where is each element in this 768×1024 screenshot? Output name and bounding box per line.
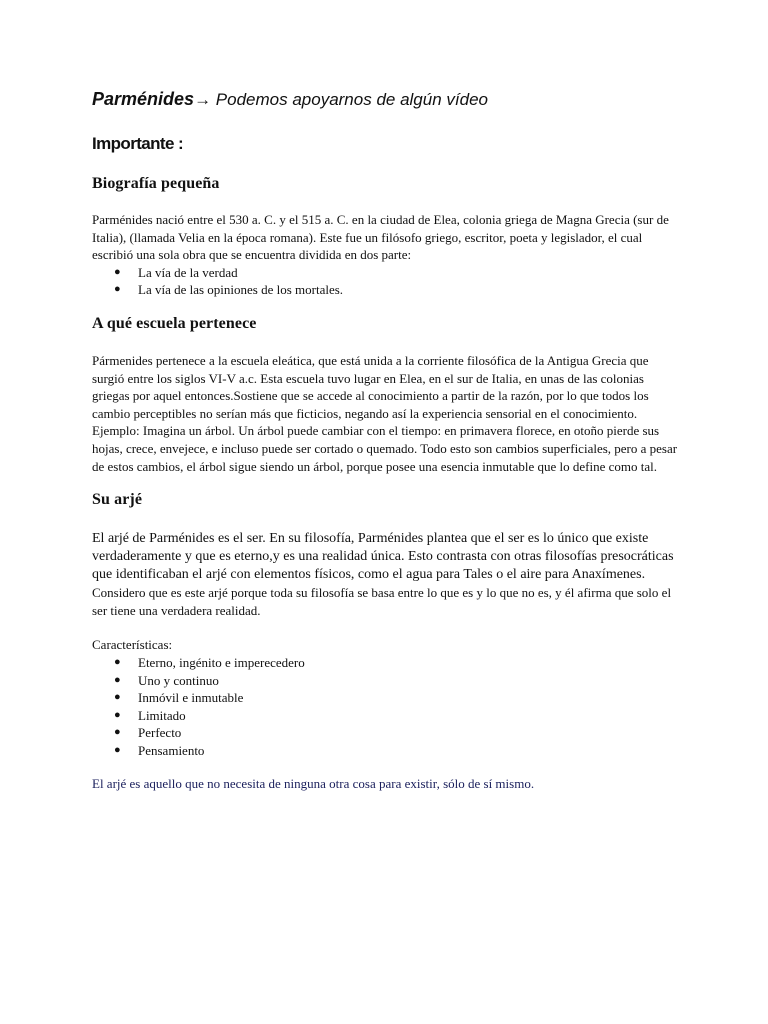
bullet-icon: ● <box>114 265 121 278</box>
arje-heading: Su arjé <box>92 491 143 509</box>
list-item <box>92 689 682 707</box>
important-label: Importante : <box>92 134 184 153</box>
list-item <box>92 672 682 690</box>
list-item-text: Eterno, ingénito e imperecedero <box>138 654 305 670</box>
arje-final-paragraph: El arjé es aquello que no necesita de ninguna otra cosa para existir, sólo de sí mismo. <box>92 776 535 792</box>
list-item <box>92 654 682 672</box>
biografia-list <box>92 264 682 299</box>
document-page <box>92 84 682 793</box>
caracteristicas-label: Características: <box>92 637 173 653</box>
list-item <box>92 281 682 299</box>
list-item-text: La vía de la verdad <box>138 264 238 280</box>
list-item-text: Limitado <box>138 707 186 723</box>
document-title <box>92 84 682 115</box>
biografia-paragraph: Parménides nació entre el 530 a. C. y el 515 a. C. en la ciudad de Elea, colonia griega de Magna Grecia (sur de Italia), (llamada Velia en la época romana). Este fue un filósofo griego, escritor, poeta y legislador, el cual escribió una sola obra que se encuentra dividida en dos parte: <box>92 212 669 263</box>
caracteristicas-list <box>92 654 682 760</box>
list-item-text: La vía de las opiniones de los mortales. <box>138 282 344 298</box>
biografia-heading: Biografía pequeña <box>92 175 220 192</box>
bullet-icon: ● <box>114 673 121 686</box>
escuela-paragraph: Pármenides pertenece a la escuela eleática, que está unida a la corriente filosófica de la Antigua Grecia que surgió entre los siglos VI-V a.c. Esta escuela tuvo lugar en Elea, en el sur de Italia, en unas de las colonias griegas por aquel entonces.Sostiene que se accede al conocimiento a partir de la razón, por lo que todos los cambio perceptibles no serían más que ficticios, negando así la experiencia sensorial en el conocimiento. Ejemplo: Imagina un árbol. Un árbol puede cambiar con el tiempo: en primavera florece, en otoño pierde sus hojas, crece, envejece, e incluso puede ser cortado o quemado. Todo esto son cambios superficiales, pero a pesar de estos cambios, el árbol sigue siendo un árbol, porque posee una esencia inmutable que lo define como tal. <box>92 352 678 474</box>
title-name: Parménides <box>92 89 195 109</box>
bullet-icon: ● <box>114 708 121 721</box>
list-item-text: Uno y continuo <box>138 672 219 688</box>
bullet-icon: ● <box>114 655 121 668</box>
title-arrow: → <box>194 90 212 109</box>
escuela-heading: A qué escuela pertenece <box>92 314 257 332</box>
list-item-text: Perfecto <box>138 725 182 741</box>
list-item <box>92 742 682 760</box>
list-item <box>92 724 682 742</box>
bullet-icon: ● <box>114 726 121 739</box>
bullet-icon: ● <box>114 691 121 704</box>
list-item-text: Inmóvil e inmutable <box>138 690 244 706</box>
list-item <box>92 264 682 282</box>
arje-paragraph-2: Considero que es este arjé porque toda su filosofía se basa entre lo que es y lo que no es, y él afirma que solo el ser tiene una verdadera realidad. <box>92 585 672 618</box>
arje-paragraph-1: El arjé de Parménides es el ser. En su filosofía, Parménides plantea que el ser es lo único que existe verdaderamente y que es eterno,y es una realidad única. Esto contrasta con otras filosofías presocráticas que identificaban el arjé con elementos físicos, como el agua para Tales o el aire para Anaxímenes. <box>92 531 674 583</box>
list-item <box>92 707 682 725</box>
list-item-text: Pensamiento <box>138 742 205 758</box>
title-subtitle: Podemos apoyarnos de algún vídeo <box>211 90 488 109</box>
bullet-icon: ● <box>114 743 121 756</box>
bullet-icon: ● <box>114 283 121 296</box>
